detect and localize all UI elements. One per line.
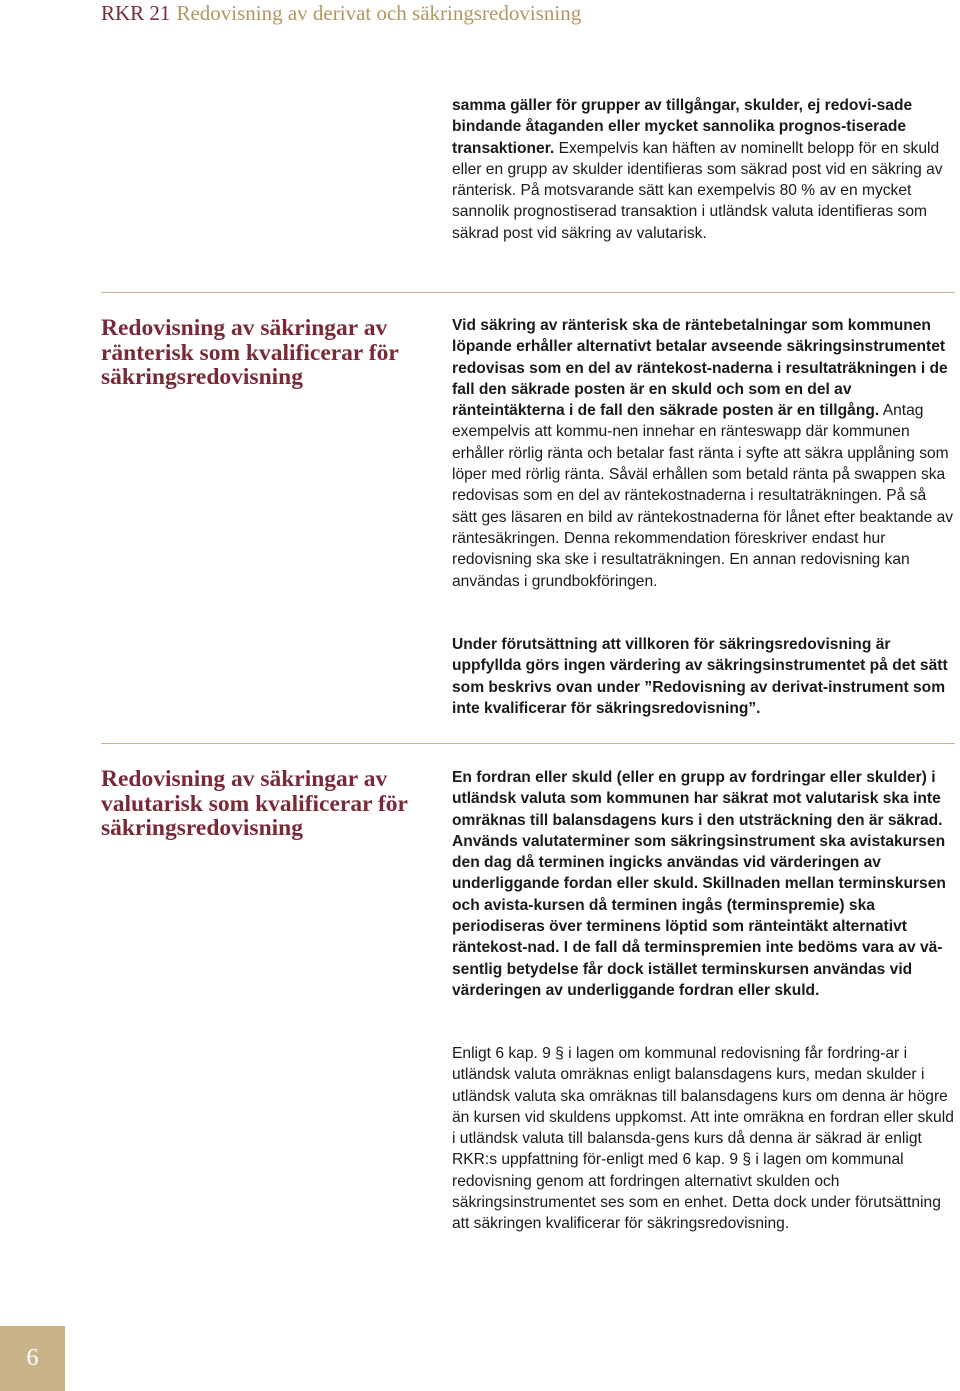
- section-heading-interest-risk: Redovisning av säkringar av ränterisk som kvalificerar för säkringsredovisning: [101, 315, 399, 390]
- section-heading-currency-risk: Redovisning av säkringar av valutarisk som kvalificerar för säkringsredovisning: [101, 766, 408, 841]
- interest-risk-bold-text: Vid säkring av ränterisk ska de räntebetalningar som kommunen löpande erhåller alternativt betalar avseende säkringsinstrumentet redovisas som en del av räntekost-naderna i resultaträkningen i de fall den säkrade posten är en skuld och som en del av ränteintäkterna i de fall den säkrade posten är en tillgång.: [452, 317, 948, 420]
- intro-bold-text: samma gäller för grupper av tillgångar, skulder, ej redovi-sade bindande åtaganden eller mycket sannolika prognos-tiserade transaktioner.: [452, 97, 913, 157]
- interest-risk-text: Antag exempelvis att kommu-nen innehar en ränteswapp där kommunen erhåller rörlig ränta och betalar fast ränta i syfte att säkra upplåning som löper med rörlig ränta. Såväl erhållen som betald ränta på swappen ska redovisas som en del av räntekostnaderna i resultaträkningen. På så sätt ges läsaren en bild av räntekostnaderna för lånet efter beaktande av räntesäkringen. Denna rekommendation föreskriver endast hur redovisning ska ske i resultaträkningen. En annan redovisning kan användas i grundbokföringen.: [452, 402, 954, 590]
- document-code: RKR 21: [101, 1, 171, 25]
- currency-risk-paragraph-2: Enligt 6 kap. 9 § i lagen om kommunal redovisning får fordring-ar i utländsk valuta omräknas enligt balansdagens kurs, medan skulder i utländsk valuta ska omräknas till balansdagens kurs om denna är högre än kursen vid skuldens uppkomst. Att inte omräkna en fordran eller skuld i utländsk valuta till balansda-gens kurs då denna är säkrad är enligt RKR:s uppfattning för-enligt med 6 kap. 9 § i lagen om kommunal redovisning genom att fordringen alternativt skulden och säkringsinstrumentet ses som en enhet. Detta dock under förutsättning att säkringen kvalificerar för säkringsredovisning.: [452, 1045, 954, 1233]
- document-title: Redovisning av derivat och säkringsredovisning: [176, 1, 582, 25]
- interest-risk-paragraph-1: [452, 315, 954, 592]
- section-divider: [101, 292, 955, 293]
- currency-risk-bold-text: En fordran eller skuld (eller en grupp av fordringar eller skulder) i utländsk valuta som kommunen har säkrat mot valutarisk ska inte omräknas till balansdagens kurs i den utsträckning den är säkrad. Används valutaterminer som säkringsinstrument ska avistakursen den dag då terminen ingicks användas vid värderingen av underliggande fordan eller skuld. Skillnaden mellan terminskursen och avista-kursen då terminen ingås (terminspremie) ska periodiseras över terminens löptid som ränteintäkt alternativt räntekost-nad. I de fall då terminspremien inte bedöms vara av vä-sentlig betydelse får dock istället terminskursen användas vid värderingen av underliggande fordran eller skuld.: [452, 769, 946, 999]
- page-number-box: [0, 1326, 65, 1391]
- running-header: [101, 0, 581, 26]
- intro-paragraph: [452, 95, 954, 244]
- intro-text: Exempelvis kan häften av nominellt belopp för en skuld eller en grupp av skulder identifieras som säkrad post vid en säkring av ränterisk. På motsvarande sätt kan exempelvis 80 % av en mycket sannolik prognostiserad transaktion i utländsk valuta identifieras som säkrad post vid säkring av valutarisk.: [452, 139, 943, 242]
- section-divider: [101, 743, 955, 744]
- interest-risk-paragraph-2: [452, 634, 954, 719]
- page-number: 6: [26, 1345, 39, 1371]
- interest-risk-condition-text: Under förutsättning att villkoren för säkringsredovisning är uppfyllda görs ingen värdering av säkringsinstrumentet på det sätt som beskrivs ovan under ”Redovisning av derivat-instrument som inte kvalificerar för säkringsredovisning”.: [452, 636, 948, 717]
- currency-risk-paragraph-1: [452, 767, 954, 1001]
